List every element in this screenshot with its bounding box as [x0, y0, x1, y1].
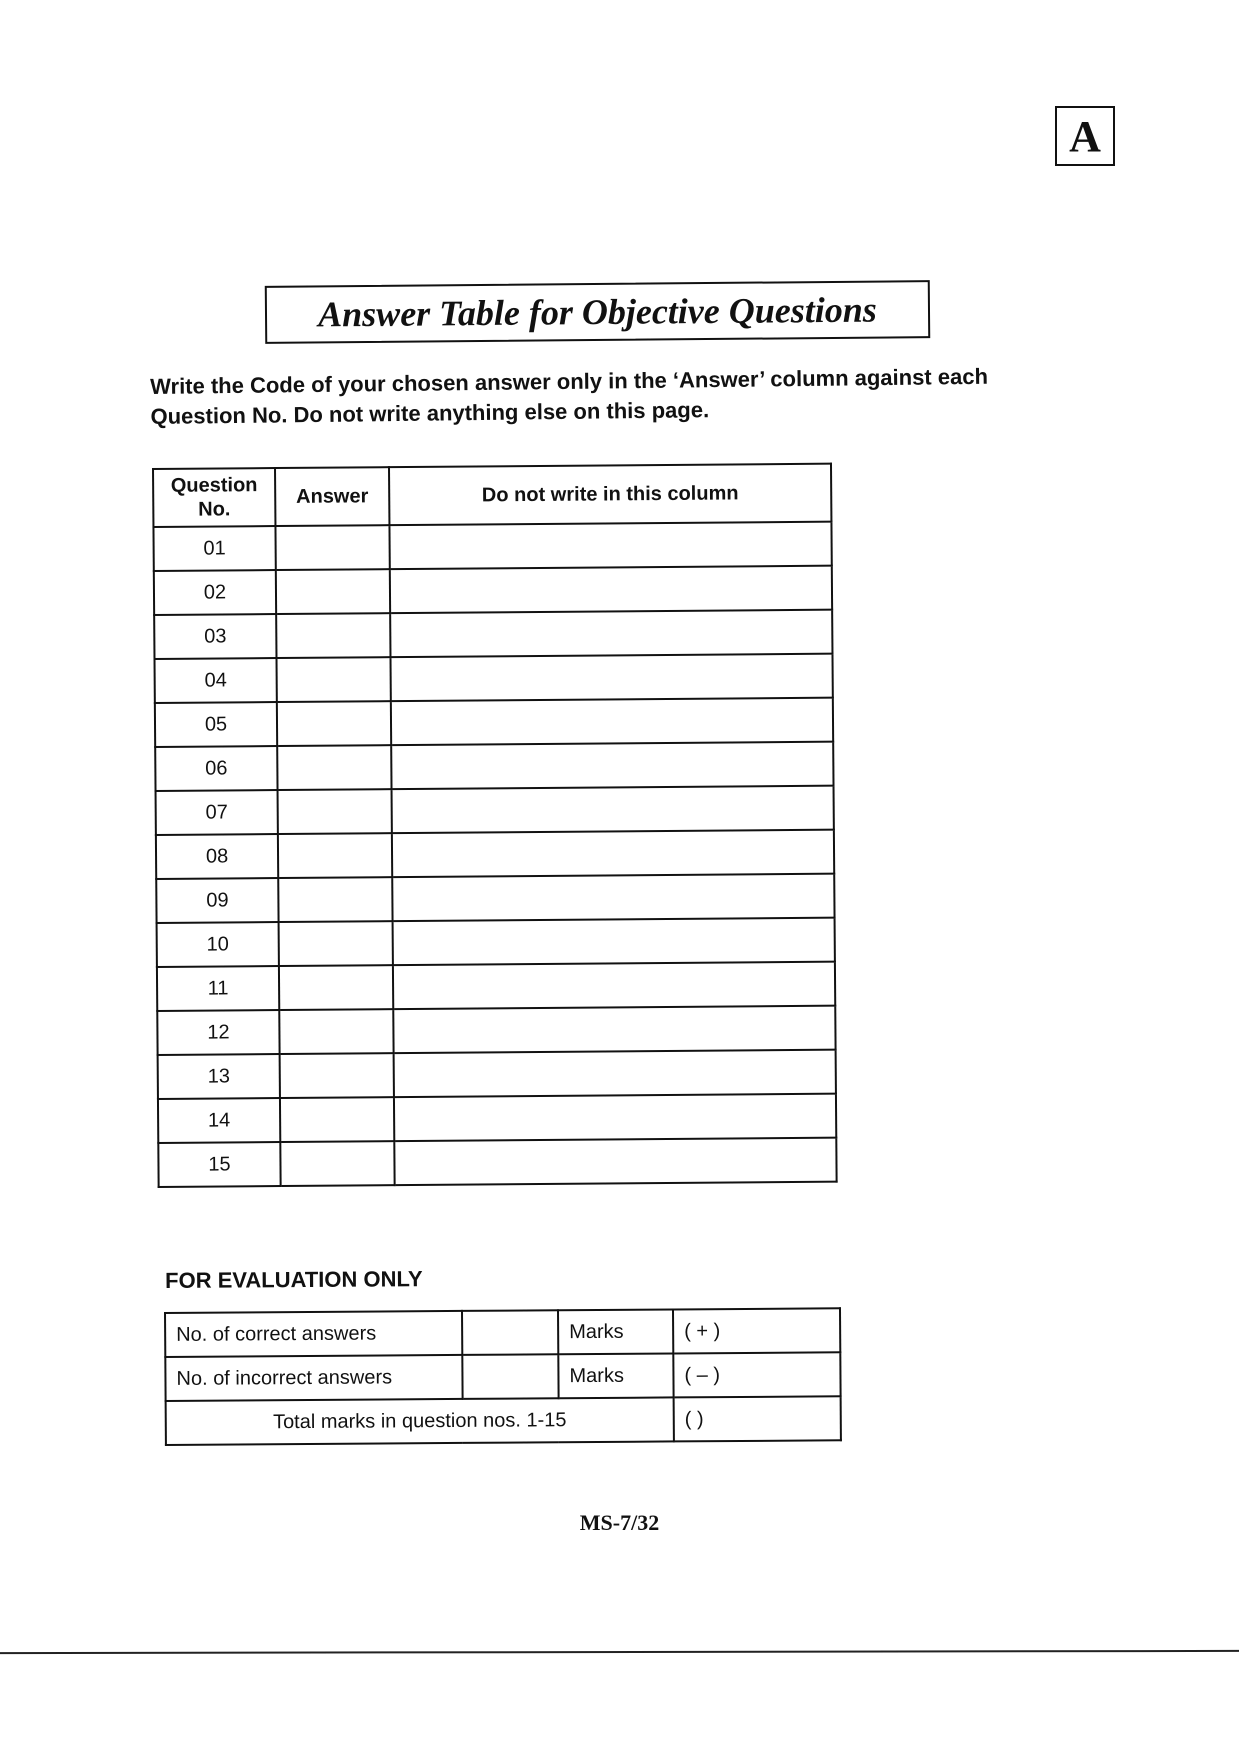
reserved-cell — [393, 1006, 835, 1053]
question-number: 14 — [158, 1098, 280, 1143]
question-number: 02 — [154, 570, 276, 615]
answer-cell[interactable] — [280, 1053, 394, 1098]
answer-row — [154, 610, 832, 659]
evaluation-table — [164, 1307, 842, 1446]
total-marks-cell[interactable]: ( ) — [674, 1396, 841, 1441]
answer-row — [157, 918, 835, 967]
answer-cell[interactable] — [275, 525, 389, 570]
answer-table-header-row — [153, 464, 831, 527]
page-title: Answer Table for Objective Questions — [265, 280, 930, 344]
reserved-cell — [391, 742, 833, 789]
reserved-cell — [393, 918, 835, 965]
question-no-header-line2: No. — [198, 498, 231, 521]
question-number: 05 — [155, 702, 277, 747]
reserved-cell — [390, 654, 832, 701]
incorrect-marks-label: Marks — [558, 1353, 673, 1398]
reserved-cell — [389, 522, 831, 569]
reserved-cell — [394, 1050, 836, 1097]
answer-cell[interactable] — [276, 569, 390, 614]
question-number: 13 — [158, 1054, 280, 1099]
answer-cell[interactable] — [279, 921, 393, 966]
series-code-badge: A — [1055, 106, 1115, 166]
total-marks-label: Total marks in question nos. 1-15 — [166, 1397, 674, 1445]
answer-row — [158, 1138, 836, 1187]
answer-cell[interactable] — [280, 1141, 394, 1186]
reserved-cell — [392, 830, 834, 877]
question-number: 06 — [155, 746, 277, 791]
reserved-cell — [394, 1094, 836, 1141]
answer-row — [157, 1006, 835, 1055]
reserved-cell — [394, 1138, 836, 1185]
question-number: 10 — [157, 922, 279, 967]
answer-cell[interactable] — [277, 701, 391, 746]
answer-row — [158, 1050, 836, 1099]
correct-answers-label: No. of correct answers — [165, 1311, 462, 1357]
answer-row — [158, 1094, 836, 1143]
evaluation-row-total — [166, 1396, 841, 1445]
question-number: 01 — [153, 526, 275, 571]
question-number: 03 — [154, 614, 276, 659]
answer-table — [152, 463, 838, 1188]
answer-row — [155, 698, 833, 747]
page-code: MS-7/32 — [579, 1510, 660, 1535]
reserved-cell — [390, 610, 832, 657]
answer-cell[interactable] — [276, 657, 390, 702]
evaluation-row-incorrect — [165, 1352, 840, 1401]
answer-row — [156, 786, 834, 835]
reserved-cell — [391, 698, 833, 745]
reserved-cell — [392, 786, 834, 833]
reserved-cell — [392, 874, 834, 921]
correct-marks-label: Marks — [558, 1309, 673, 1354]
answer-cell[interactable] — [278, 833, 392, 878]
answer-row — [156, 874, 834, 923]
bottom-divider — [0, 1650, 1239, 1654]
answer-row — [156, 830, 834, 879]
answer-row — [155, 654, 833, 703]
incorrect-answers-label: No. of incorrect answers — [165, 1355, 462, 1401]
answer-cell[interactable] — [278, 789, 392, 834]
answer-row — [154, 566, 832, 615]
evaluation-row-correct — [165, 1308, 840, 1357]
question-number: 12 — [157, 1010, 279, 1055]
answer-row — [155, 742, 833, 791]
answer-table-body — [153, 522, 836, 1187]
question-number: 07 — [156, 790, 278, 835]
plus-marks-cell[interactable]: ( + ) — [673, 1308, 840, 1353]
answer-row — [157, 962, 835, 1011]
incorrect-answers-count-cell[interactable] — [462, 1354, 558, 1399]
correct-answers-count-cell[interactable] — [462, 1310, 558, 1355]
evaluation-title: FOR EVALUATION ONLY — [165, 1266, 423, 1293]
answer-cell[interactable] — [279, 965, 393, 1010]
answer-cell[interactable] — [279, 1009, 393, 1054]
question-number: 08 — [156, 834, 278, 879]
question-number: 09 — [156, 878, 278, 923]
question-number: 04 — [155, 658, 277, 703]
answer-cell[interactable] — [277, 745, 391, 790]
question-number: 11 — [157, 966, 279, 1011]
answer-cell[interactable] — [280, 1097, 394, 1142]
question-no-header — [153, 468, 275, 527]
reserved-column-header: Do not write in this column — [389, 464, 831, 525]
answer-cell[interactable] — [276, 613, 390, 658]
question-number: 15 — [158, 1142, 280, 1187]
answer-cell[interactable] — [278, 877, 392, 922]
instructions-text: Write the Code of your chosen answer only in the ‘Answer’ column against each Question No. Do not write anything else on this page. — [150, 363, 989, 429]
reserved-cell — [390, 566, 832, 613]
reserved-cell — [393, 962, 835, 1009]
answer-row — [153, 522, 831, 571]
answer-header: Answer — [275, 467, 389, 526]
question-no-header-line1: Question — [170, 474, 258, 497]
minus-marks-cell[interactable]: ( – ) — [673, 1352, 840, 1397]
